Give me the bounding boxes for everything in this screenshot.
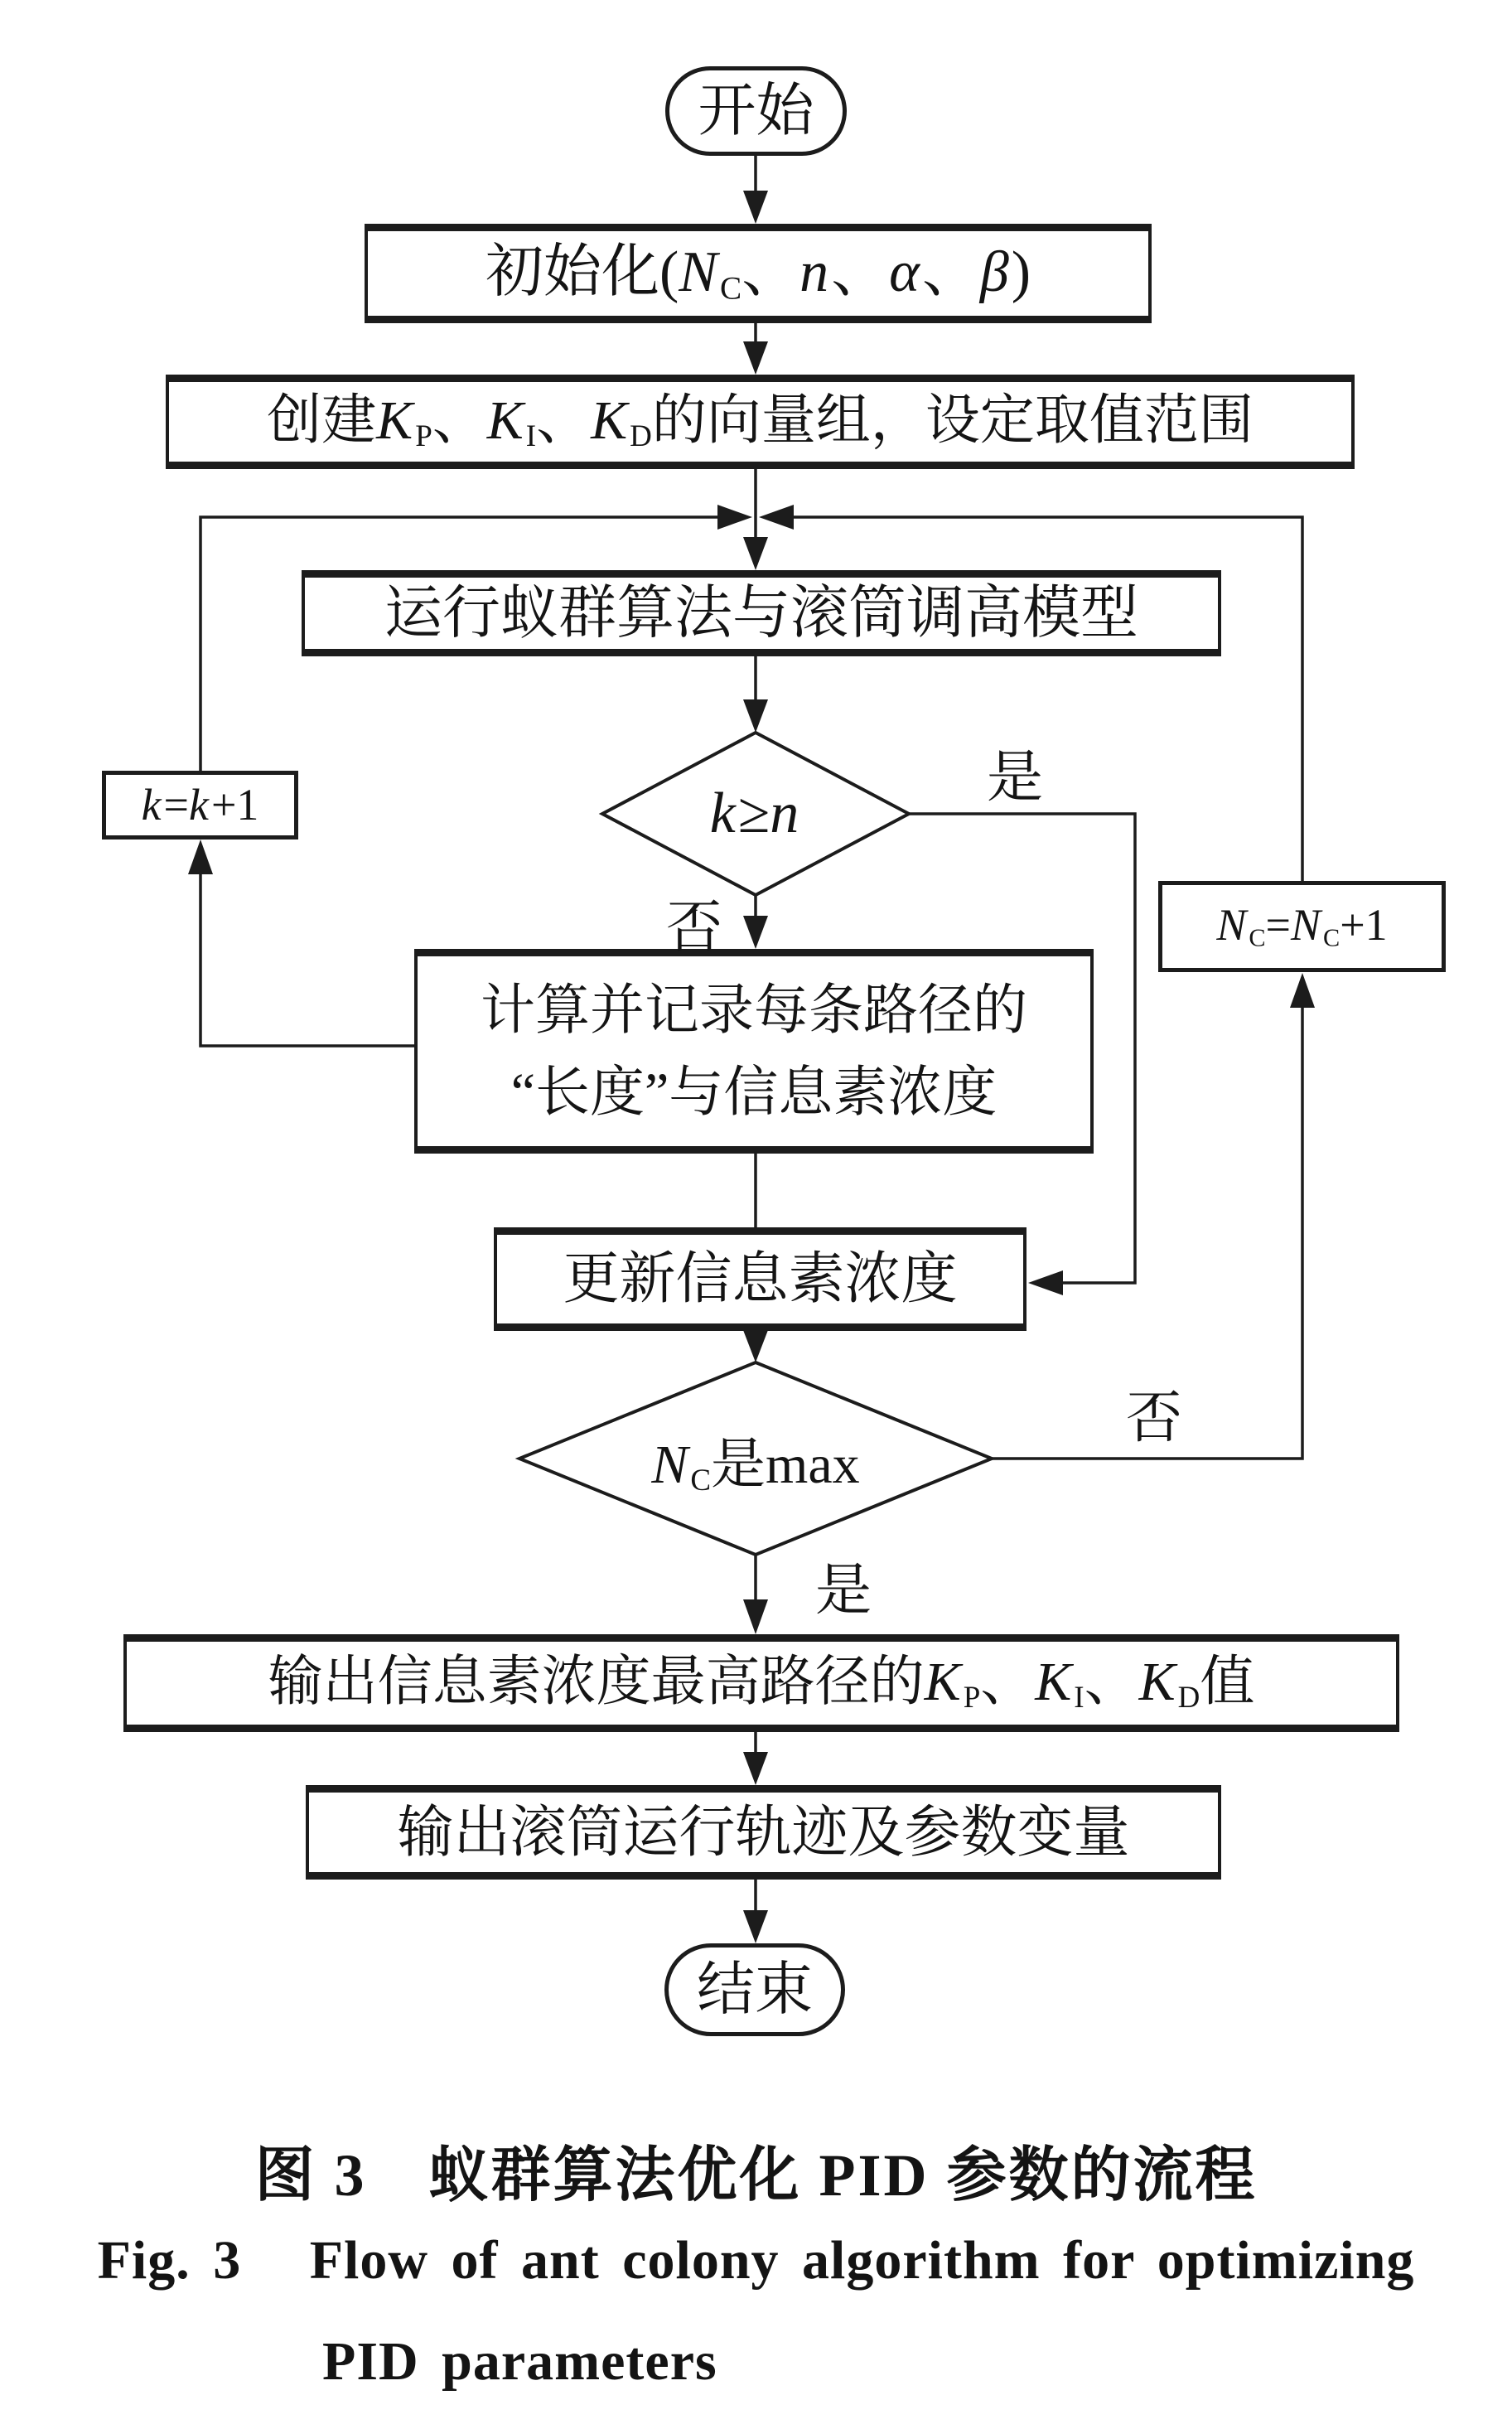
start-terminal	[665, 66, 847, 156]
branch-label-k-no: 否	[665, 895, 722, 959]
edge-trajectory-to-end	[743, 1880, 768, 1943]
start-label: 开始	[698, 79, 814, 143]
create-vectors-label: 创建KP、KI、KD的向量组，设定取值范围	[267, 390, 1254, 452]
edge-init-to-create	[743, 323, 768, 375]
edge-run-to-decision-k	[743, 656, 768, 733]
figure-caption-english-line1: Fig. 3 Flow of ant colony algorithm for optimizing	[97, 2230, 1415, 2291]
branch-label-nc-yes: 是	[814, 1558, 872, 1622]
output-gains-process	[123, 1634, 1399, 1732]
end-label: 结束	[697, 1957, 813, 2022]
run-model-label: 运行蚁群算法与滚筒调高模型	[384, 581, 1138, 646]
init-process	[365, 224, 1152, 323]
compute-paths-line2: “长度”与信息素浓度	[510, 1062, 998, 1123]
edge-decision-nc-yes-to-output	[743, 1555, 768, 1634]
k-increment-process	[102, 771, 298, 840]
k-increment-label: k=k+1	[141, 779, 259, 830]
run-model-process	[302, 570, 1221, 656]
decision-nc-label: NC是max	[651, 1434, 860, 1497]
compute-paths-line1: 计算并记录每条路径的	[481, 980, 1027, 1041]
decision-k-label: k≥n	[709, 781, 799, 845]
figure-caption-english-line2: PID parameters	[322, 2331, 717, 2392]
compute-paths-process	[414, 949, 1094, 1154]
edge-decision-k-no-to-compute	[743, 895, 768, 949]
edge-create-to-run	[743, 469, 768, 570]
output-gains-label: 输出信息素浓度最高路径的KP、KI、KD值	[268, 1651, 1255, 1714]
edge-update-to-decision-nc	[743, 1330, 768, 1362]
edge-output-gains-to-trajectory	[743, 1732, 768, 1785]
nc-increment-label: NC=NC+1	[1216, 900, 1388, 952]
output-trajectory-label: 输出滚筒运行轨迹及参数变量	[397, 1800, 1130, 1864]
nc-increment-process	[1158, 881, 1446, 972]
figure-caption-chinese: 图 3 蚁群算法优化 PID 参数的流程	[254, 2142, 1258, 2209]
branch-label-nc-no: 否	[1125, 1386, 1182, 1449]
end-terminal	[664, 1943, 845, 2036]
edge-start-to-init	[743, 156, 768, 224]
branch-label-k-yes: 是	[986, 745, 1043, 809]
edge-compute-to-kincrement	[188, 840, 414, 1046]
output-trajectory-process	[306, 1785, 1221, 1880]
init-label: 初始化(NC、n、α、β)	[485, 240, 1031, 307]
create-vectors-process	[166, 375, 1355, 469]
update-pheromone-process	[494, 1227, 1027, 1331]
update-pheromone-label: 更新信息素浓度	[563, 1247, 958, 1311]
